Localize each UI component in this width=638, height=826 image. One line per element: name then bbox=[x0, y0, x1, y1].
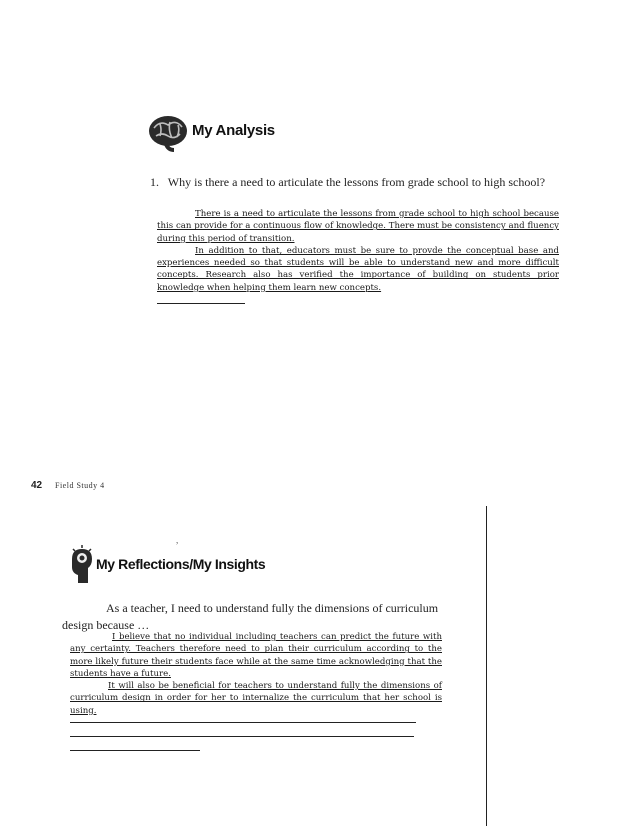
reflection-prompt bbox=[62, 600, 442, 634]
answer-paragraph-text: It will also be beneficial for teachers to understand fully the dimensions of curriculum design in order for her to internalize the curriculum that her school is using. bbox=[70, 681, 442, 716]
running-head: Field Study 4 bbox=[55, 481, 105, 490]
stray-mark: , bbox=[176, 535, 179, 545]
question-number: 1. bbox=[150, 175, 159, 189]
answer-paragraph-text: There is a need to articulate the lessons from grade school to high school because this can provide for a continuous flow of knowledge. There must be consistency and fluency during this period of transition. bbox=[157, 209, 559, 244]
blank-line bbox=[70, 736, 414, 737]
answer-paragraph-text: I believe that no individual including teachers can predict the future with any certainty. Teachers therefore need to plan their curriculum according to the more likely future their students face while at the same time acknowledging that the students have a future. bbox=[70, 632, 442, 679]
brain-icon bbox=[146, 112, 192, 152]
blank-line bbox=[157, 303, 245, 304]
answer-paragraph bbox=[157, 208, 559, 245]
section-title: My Analysis bbox=[192, 122, 275, 139]
answer-paragraph bbox=[70, 631, 442, 680]
analysis-header bbox=[146, 112, 286, 156]
prompt-text: As a teacher, I need to understand fully the dimensions of curriculum design because … bbox=[62, 601, 439, 632]
answer-paragraph bbox=[157, 245, 559, 294]
page-number: 42 bbox=[31, 480, 43, 491]
blank-line bbox=[70, 722, 416, 723]
question bbox=[150, 175, 570, 190]
section-title: My Reflections/My Insights bbox=[96, 556, 266, 572]
margin-rule bbox=[486, 506, 487, 826]
answer-paragraph-text: In addition to that, educators must be sure to provde the conceptual base and experiences needed so that students will be able to understand new and more difficult concepts. Research also has verified the importance of building on students prior knowledge when helping them learn new concepts. bbox=[157, 245, 559, 293]
reflection-header bbox=[66, 545, 266, 585]
question-text: Why is there a need to articulate the lessons from grade school to high school? bbox=[167, 175, 546, 189]
analysis-answer bbox=[157, 208, 559, 294]
lightbulb-head-icon bbox=[66, 545, 96, 585]
answer-paragraph bbox=[70, 680, 442, 717]
reflection-answer bbox=[70, 631, 442, 717]
blank-line bbox=[70, 750, 200, 751]
